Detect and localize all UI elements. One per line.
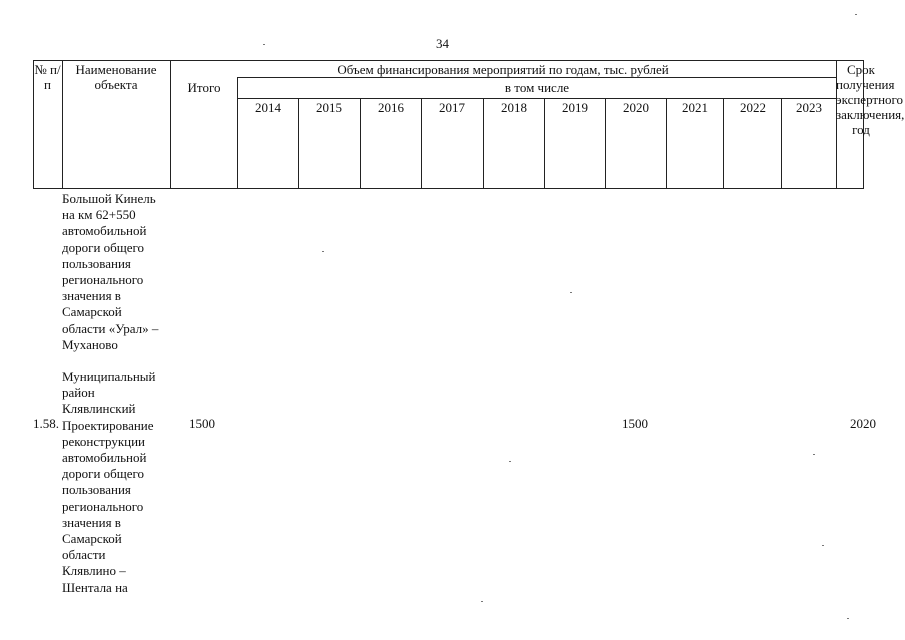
- continued-text-line: пользования: [62, 255, 131, 271]
- continued-text-line: Муханово: [62, 336, 118, 352]
- row-value-2020: 1500: [622, 416, 648, 431]
- row-name-line: Самарской: [62, 531, 122, 547]
- scan-speck: [570, 292, 572, 293]
- header-year: 2023: [796, 100, 822, 115]
- row-name-line: реконструкции: [62, 433, 146, 449]
- row-name-line: значения в: [62, 514, 121, 530]
- district-text-line: Клявлинский: [62, 401, 136, 417]
- row-name-line: регионального: [62, 498, 144, 514]
- row-number: 1.58.: [33, 416, 59, 431]
- continued-text-line: Самарской: [62, 304, 122, 320]
- continued-text-line: значения в: [62, 288, 121, 304]
- row-total: 1500: [189, 416, 215, 431]
- header-year: 2016: [378, 100, 404, 115]
- header-year: 2014: [255, 100, 281, 115]
- scan-speck: [509, 461, 511, 462]
- header-col-incl: в том числе: [504, 80, 570, 95]
- row-name-line: области: [62, 547, 106, 563]
- header-year: 2022: [740, 100, 766, 115]
- header-year: 2015: [316, 100, 342, 115]
- continued-text-line: дороги общего: [62, 239, 145, 255]
- header-year: 2019: [562, 100, 588, 115]
- scan-speck: [855, 14, 857, 15]
- scan-speck: [481, 601, 483, 602]
- scan-speck: [263, 44, 265, 45]
- continued-text-line: автомобильной: [62, 223, 147, 239]
- row-name-line: Проектирование: [62, 417, 154, 433]
- header-col-funding: Объем финансирования мероприятий по годам, тыс. рублей: [337, 62, 669, 77]
- row-name-line: автомобильной: [62, 450, 147, 466]
- scan-speck: [847, 618, 849, 619]
- header-year: 2017: [439, 100, 465, 115]
- district-text-line: Муниципальный: [62, 369, 156, 385]
- row-name-line: Шентала на: [62, 579, 128, 595]
- scan-speck: [322, 251, 324, 252]
- row-name-line: дороги общего: [62, 466, 145, 482]
- scan-speck: [822, 545, 824, 546]
- header-year: 2020: [623, 100, 649, 115]
- header-col-no: № п/п: [34, 62, 61, 92]
- header-col-total: Итого: [187, 80, 221, 95]
- continued-text-line: Большой Кинель: [62, 191, 156, 206]
- scan-speck: [813, 454, 815, 455]
- district-text-line: район: [62, 385, 95, 401]
- continued-text-line: регионального: [62, 272, 144, 288]
- header-col-term: Срок получения экспертного заключения, год: [836, 62, 905, 137]
- row-term: 2020: [850, 416, 876, 431]
- name-column-text: [62, 191, 172, 596]
- row-name-line: Клявлино –: [62, 563, 126, 579]
- page-number: 34: [436, 36, 449, 51]
- continued-text-line: на км 62+550: [62, 207, 136, 223]
- header-year: 2018: [501, 100, 527, 115]
- continued-text-line: области «Урал» –: [62, 320, 159, 336]
- header-year: 2021: [682, 100, 708, 115]
- row-name-line: пользования: [62, 482, 131, 498]
- header-col-name: Наименование объекта: [75, 62, 157, 92]
